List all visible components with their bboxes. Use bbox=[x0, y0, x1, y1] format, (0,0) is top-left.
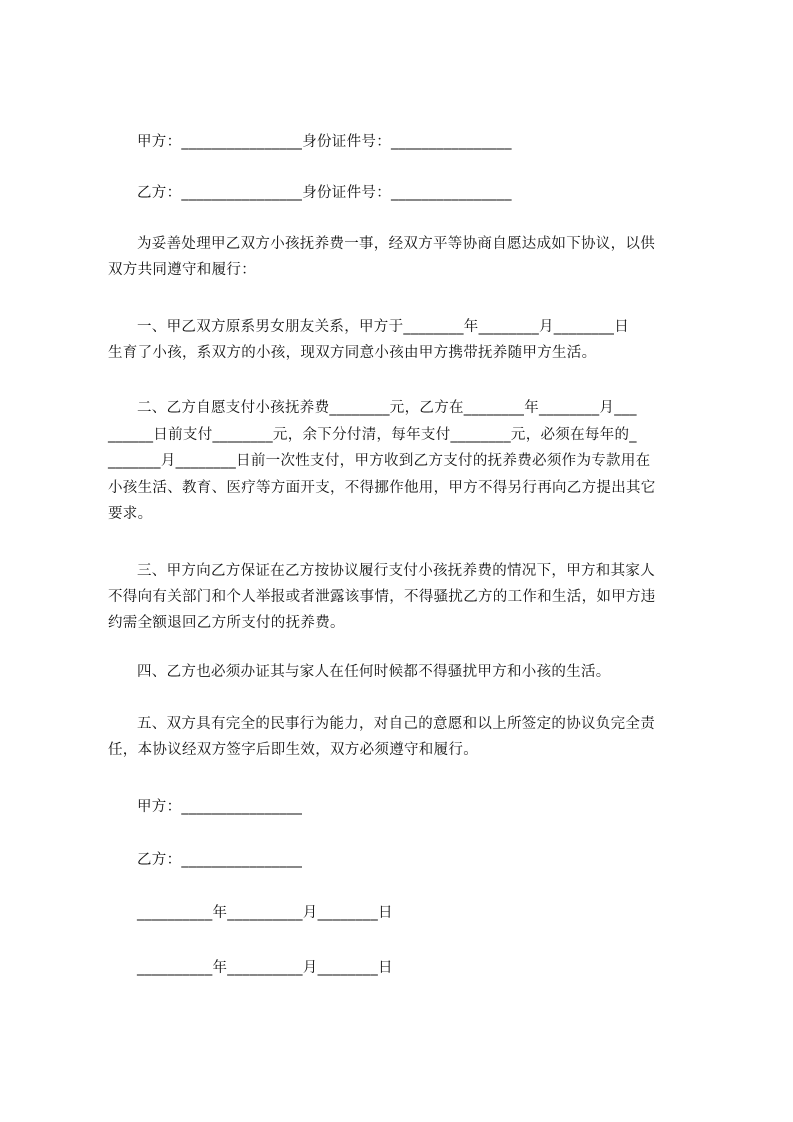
paragraph-line: 五、双方具有完全的民事行为能力，对自己的意愿和以上所签定的协议负完全责 bbox=[137, 716, 655, 732]
paragraph-line: 四、乙方也必须办证其与家人在任何时候都不得骚扰甲方和小孩的生活。 bbox=[137, 664, 611, 680]
paragraph-line: 任，本协议经双方签字后即生效，双方必须遵守和履行。 bbox=[108, 742, 478, 758]
paragraph-line: 不得向有关部门和个人举报或者泄露该事情，不得骚扰乙方的工作和生活，如甲方违 bbox=[108, 589, 656, 605]
paragraph-line: _______月________日前一次性支付，甲方收到乙方支付的抚养费必须作为专款用在 bbox=[108, 453, 651, 469]
paragraph-line: 为妥善处理甲乙双方小孩抚养费一事，经双方平等协商自愿达成如下协议，以供 bbox=[137, 236, 655, 252]
paragraph-line: 双方共同遵守和履行： bbox=[108, 262, 256, 278]
paragraph-line: 小孩生活、教育、医疗等方面开支，不得挪作他用，甲方不得另行再向乙方提出其它 bbox=[108, 480, 656, 496]
paragraph-line: ______日前支付________元，余下分付清，每年支付________元，必须在每年的_ bbox=[108, 427, 637, 443]
paragraph-line: 一、甲乙双方原系男女朋友关系，甲方于________年________月________日 bbox=[137, 319, 629, 335]
party-a-id-line: 甲方：________________身份证件号：________________ bbox=[137, 134, 512, 150]
paragraph-line: 约需全额退回乙方所支付的抚养费。 bbox=[108, 615, 345, 631]
paragraph-line: 要求。 bbox=[108, 506, 153, 522]
signature-date-b: __________年__________月________日 bbox=[137, 960, 393, 976]
signature-date-a: __________年__________月________日 bbox=[137, 905, 393, 921]
party-a-signature: 甲方：________________ bbox=[137, 799, 303, 815]
paragraph-line: 三、甲方向乙方保证在乙方按协议履行支付小孩抚养费的情况下，甲方和其家人 bbox=[137, 563, 655, 579]
paragraph-line: 生育了小孩，系双方的小孩，现双方同意小孩由甲方携带抚养随甲方生活。 bbox=[108, 345, 597, 361]
paragraph-line: 二、乙方自愿支付小孩抚养费________元，乙方在________年________月___ bbox=[137, 400, 637, 416]
party-b-signature: 乙方：________________ bbox=[137, 852, 303, 868]
party-b-id-line: 乙方：________________身份证件号：________________ bbox=[137, 185, 512, 201]
